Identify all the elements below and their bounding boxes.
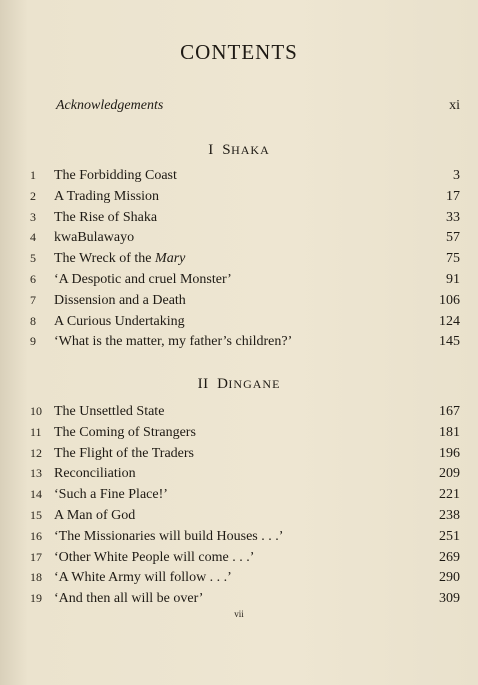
chapter-number: 3	[30, 209, 36, 224]
toc-row	[30, 487, 460, 508]
chapter-page: 209	[439, 466, 460, 482]
toc-row	[30, 230, 460, 251]
chapter-title-text: The Wreck of the	[54, 251, 156, 267]
chapter-title: ‘A Despotic and cruel Monster’	[54, 271, 232, 287]
chapter-page: 196	[439, 445, 460, 461]
part-name-rest: INGANE	[228, 377, 281, 391]
acknowledgements-entry	[56, 98, 460, 114]
part-heading-dingane	[0, 376, 478, 393]
chapter-number: 6	[30, 271, 36, 286]
chapter-number: 15	[30, 507, 42, 522]
toc-row	[30, 425, 460, 446]
chapter-title: ‘The Missionaries will build Houses . . .’	[54, 528, 284, 544]
chapter-page: 251	[439, 528, 460, 544]
chapter-number: 14	[30, 487, 42, 502]
chapter-title: Dissension and a Death	[54, 292, 186, 308]
toc-row	[30, 168, 460, 189]
toc-row	[30, 550, 460, 571]
chapter-number: 8	[30, 313, 36, 328]
chapter-title: ‘Other White People will come . . .’	[54, 549, 255, 565]
chapter-page: 33	[446, 209, 460, 225]
chapter-number: 12	[30, 445, 42, 460]
chapter-title: The Flight of the Traders	[54, 445, 194, 461]
chapter-title-ship-name: Mary	[155, 251, 186, 267]
chapter-number: 1	[30, 168, 36, 182]
chapter-number: 9	[30, 334, 36, 349]
chapter-number: 11	[30, 424, 42, 439]
chapter-number: 10	[30, 404, 42, 418]
page-folio: vii	[234, 609, 244, 619]
toc-row	[30, 529, 460, 550]
toc-row	[30, 210, 460, 231]
part-numeral: II	[197, 376, 209, 392]
toc-row	[30, 334, 460, 355]
toc-row	[30, 404, 460, 425]
toc-row	[30, 314, 460, 335]
chapter-title: The Unsettled State	[54, 404, 165, 419]
chapter-number: 16	[30, 528, 42, 543]
toc-row	[30, 446, 460, 467]
chapter-title	[54, 251, 420, 267]
part-name-initial: S	[222, 142, 232, 158]
toc-row	[30, 251, 460, 272]
chapter-title: The Coming of Strangers	[54, 424, 196, 440]
chapter-page: 145	[439, 334, 460, 350]
toc-row	[30, 508, 460, 529]
chapter-page: 238	[439, 507, 460, 523]
chapter-title: ‘And then all will be over’	[54, 591, 204, 607]
chapter-title: A Trading Mission	[54, 188, 160, 204]
toc-row	[30, 570, 460, 591]
chapter-page: 3	[453, 168, 460, 183]
acknowledgements-label: Acknowledgements	[56, 98, 164, 113]
toc-row	[30, 189, 460, 210]
chapter-number: 13	[30, 466, 42, 481]
chapter-number: 7	[30, 292, 36, 307]
chapter-title: ‘What is the matter, my father’s children?’	[54, 334, 293, 350]
part-heading-shaka	[0, 142, 478, 159]
chapter-page: 290	[439, 570, 460, 586]
part-name-initial: D	[217, 376, 229, 392]
chapter-page: 57	[446, 230, 460, 246]
chapter-page: 221	[439, 487, 460, 503]
part-name-rest: HAKA	[231, 143, 270, 157]
chapter-title: A Curious Undertaking	[54, 313, 185, 329]
toc-row	[30, 272, 460, 293]
chapter-number: 19	[30, 591, 42, 606]
chapter-number: 5	[30, 251, 36, 266]
chapter-number: 2	[30, 188, 36, 203]
page-title: CONTENTS	[180, 40, 298, 64]
chapter-number: 4	[30, 230, 36, 245]
toc-row	[30, 466, 460, 487]
chapter-page: 124	[439, 313, 460, 329]
chapter-page: 269	[439, 549, 460, 565]
chapter-page: 181	[439, 424, 460, 440]
chapter-page: 75	[446, 251, 460, 267]
part-numeral: I	[208, 142, 214, 158]
chapter-title: kwaBulawayo	[54, 230, 135, 246]
chapter-page: 309	[439, 591, 460, 607]
chapter-title: The Rise of Shaka	[54, 209, 158, 225]
chapter-list-part-1	[30, 168, 460, 355]
toc-row	[30, 293, 460, 314]
chapter-number: 18	[30, 570, 42, 585]
chapter-title: The Forbidding Coast	[54, 168, 177, 183]
chapter-title: Reconciliation	[54, 466, 136, 482]
chapter-page: 17	[446, 188, 460, 204]
chapter-title: ‘Such a Fine Place!’	[54, 487, 168, 503]
chapter-page: 91	[446, 271, 460, 287]
chapter-list-part-2	[30, 404, 460, 612]
chapter-page: 167	[439, 404, 460, 419]
chapter-title: A Man of God	[54, 507, 136, 523]
chapter-number: 17	[30, 549, 42, 564]
acknowledgements-page: xi	[449, 98, 460, 113]
chapter-page: 106	[439, 292, 460, 308]
chapter-title: ‘A White Army will follow . . .’	[54, 570, 232, 586]
